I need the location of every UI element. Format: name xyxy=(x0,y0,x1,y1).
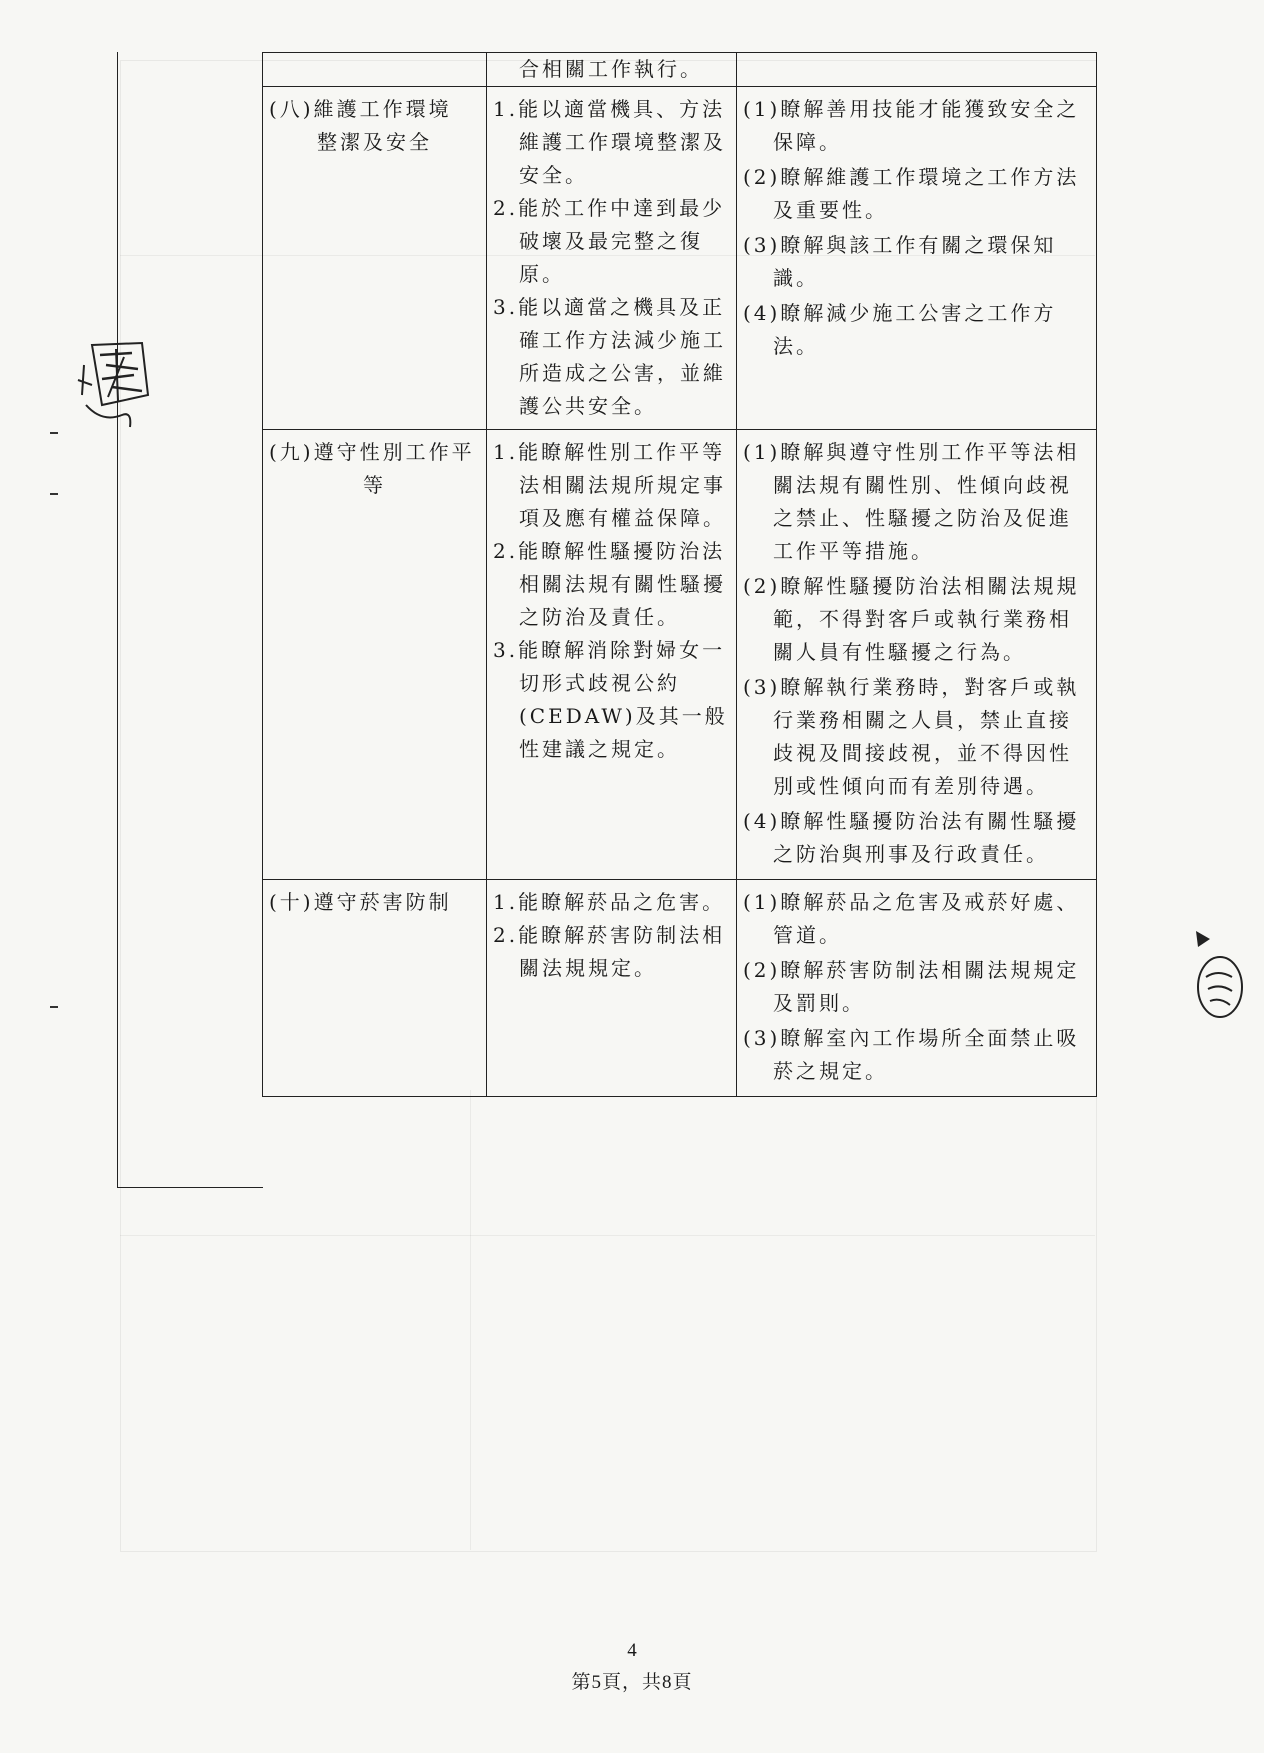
topic-title-cont: 整潔及安全 xyxy=(317,130,432,154)
topic-cell xyxy=(263,430,487,880)
edge-partial-mark-icon xyxy=(1188,925,1244,1025)
ability-item: 1.能瞭解性別工作平等法相關法規所規定事項及應有權益保障。 xyxy=(493,440,726,530)
ability-item: 2.能瞭解菸害防制法相關法規規定。 xyxy=(493,923,726,980)
ability-item: 2.能於工作中達到最少破壞及最完整之復原。 xyxy=(493,196,726,286)
signature-stamp-icon xyxy=(72,335,156,431)
margin-tick xyxy=(50,1006,58,1008)
knowledge-item: (3)瞭解室內工作場所全面禁止吸菸之規定。 xyxy=(743,1026,1080,1083)
competency-table xyxy=(262,52,1097,1097)
bleed-through-line xyxy=(120,1235,1095,1236)
ability-item: 3.能瞭解消除對婦女一切形式歧視公約(CEDAW)及其一般性建議之規定。 xyxy=(493,638,728,761)
table-row xyxy=(263,430,1097,880)
ability-cell xyxy=(487,87,737,430)
topic-cell xyxy=(263,87,487,430)
ability-item: 1.能以適當機具、方法維護工作環境整潔及安全。 xyxy=(493,97,726,187)
knowledge-item: (4)瞭解減少施工公害之工作方法。 xyxy=(743,301,1057,358)
knowledge-item: (3)瞭解與該工作有關之環保知識。 xyxy=(743,233,1057,290)
outer-table-bottom-border xyxy=(117,1187,263,1188)
margin-tick xyxy=(50,493,58,495)
topic-title: (十)遵守菸害防制 xyxy=(269,890,452,914)
topic-title: (八)維護工作環境 xyxy=(269,97,452,121)
topic-title-cont: 等 xyxy=(363,473,386,497)
outer-table-left-border xyxy=(117,52,118,1188)
topic-cell xyxy=(263,53,487,87)
ability-item: 2.能瞭解性騷擾防治法相關法規有關性騷擾之防治及責任。 xyxy=(493,539,726,629)
table-row xyxy=(263,880,1097,1097)
knowledge-item: (1)瞭解菸品之危害及戒菸好處、管道。 xyxy=(743,890,1080,947)
table-row xyxy=(263,87,1097,430)
knowledge-item: (4)瞭解性騷擾防治法有關性騷擾之防治與刑事及行政責任。 xyxy=(743,809,1080,866)
page-count: 第5頁，共8頁 xyxy=(571,1672,693,1693)
table-row-continuation xyxy=(263,53,1097,87)
ability-cell xyxy=(487,880,737,1097)
knowledge-item: (2)瞭解維護工作環境之工作方法及重要性。 xyxy=(743,165,1080,222)
knowledge-cell xyxy=(737,430,1097,880)
topic-title: (九)遵守性別工作平 xyxy=(269,440,475,464)
ability-cell xyxy=(487,430,737,880)
continuation-text: 合相關工作執行。 xyxy=(519,57,703,81)
knowledge-item: (2)瞭解性騷擾防治法相關法規規範，不得對客戶或執行業務相關人員有性騷擾之行為。 xyxy=(743,574,1080,664)
knowledge-item: (1)瞭解與遵守性別工作平等法相關法規有關性別、性傾向歧視之禁止、性騷擾之防治及促進工作平等措施。 xyxy=(743,440,1080,563)
knowledge-item: (1)瞭解善用技能才能獲致安全之保障。 xyxy=(743,97,1080,154)
knowledge-cell xyxy=(737,880,1097,1097)
knowledge-cell xyxy=(737,87,1097,430)
margin-tick xyxy=(50,432,58,434)
topic-cell xyxy=(263,880,487,1097)
ability-item: 3.能以適當之機具及正確工作方法減少施工所造成之公害，並維護公共安全。 xyxy=(493,295,726,418)
knowledge-cell xyxy=(737,53,1097,87)
bleed-through-line xyxy=(470,1090,471,1550)
page-number: 4 xyxy=(627,1640,637,1661)
knowledge-item: (3)瞭解執行業務時，對客戶或執行業務相關之人員，禁止直接歧視及間接歧視，並不得因性別或性傾向而有差別待遇。 xyxy=(743,675,1080,798)
knowledge-item: (2)瞭解菸害防制法相關法規規定及罰則。 xyxy=(743,958,1080,1015)
ability-cell xyxy=(487,53,737,87)
ability-item: 1.能瞭解菸品之危害。 xyxy=(493,890,726,914)
